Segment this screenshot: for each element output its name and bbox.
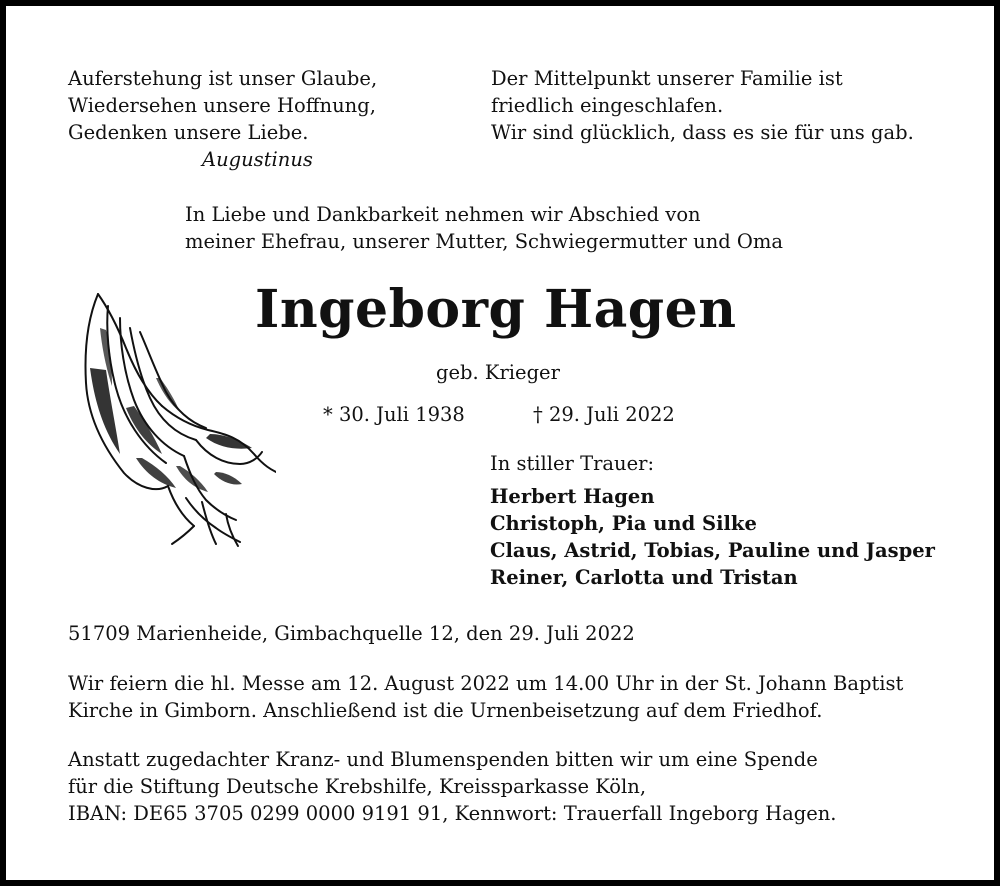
service-info <box>68 670 903 724</box>
death-date: † 29. Juli 2022 <box>533 403 675 426</box>
maiden-name: geb. Krieger <box>436 361 560 384</box>
donation-line: für die Stiftung Deutsche Krebshilfe, Kreissparkasse Köln, <box>68 775 647 798</box>
donation-line: IBAN: DE65 3705 0299 0000 9191 91, Kennwort: Trauerfall Ingeborg Hagen. <box>68 802 837 825</box>
quote-right-line: Wir sind glücklich, dass es sie für uns gab. <box>491 121 914 144</box>
mourner-name: Claus, Astrid, Tobias, Pauline und Jasper <box>490 539 935 562</box>
mourner-name: Christoph, Pia und Silke <box>490 512 757 535</box>
quote-left-line: Auferstehung ist unser Glaube, <box>68 67 378 90</box>
service-line: Kirche in Gimborn. Anschließend ist die Urnenbeisetzung auf dem Friedhof. <box>68 699 823 722</box>
quote-left-line: Gedenken unsere Liebe. <box>68 121 309 144</box>
intro-line: meiner Ehefrau, unserer Mutter, Schwiegermutter und Oma <box>185 230 784 253</box>
quote-left <box>68 65 377 146</box>
mourner-name: Herbert Hagen <box>490 485 655 508</box>
mourners-heading: In stiller Trauer: <box>490 452 655 475</box>
deceased-name: Ingeborg Hagen <box>255 279 737 340</box>
quote-left-line: Wiedersehen unsere Hoffnung, <box>68 94 376 117</box>
birth-date: * 30. Juli 1938 <box>323 403 465 426</box>
obituary-card <box>6 6 994 880</box>
donation-info <box>68 746 837 827</box>
intro-text <box>185 201 783 255</box>
donation-line: Anstatt zugedachter Kranz- und Blumenspenden bitten wir um eine Spende <box>68 748 818 771</box>
intro-line: In Liebe und Dankbarkeit nehmen wir Abschied von <box>185 203 701 226</box>
quote-right <box>491 65 914 146</box>
quote-author: Augustinus <box>202 148 313 171</box>
service-line: Wir feiern die hl. Messe am 12. August 2022 um 14.00 Uhr in der St. Johann Baptist <box>68 672 904 695</box>
quote-right-line: Der Mittelpunkt unserer Familie ist <box>491 67 843 90</box>
address-line: 51709 Marienheide, Gimbachquelle 12, den 29. Juli 2022 <box>68 622 635 645</box>
mourner-name: Reiner, Carlotta und Tristan <box>490 566 798 589</box>
quote-right-line: friedlich eingeschlafen. <box>491 94 724 117</box>
praying-hands-icon <box>76 288 276 550</box>
mourners-list <box>490 483 935 591</box>
